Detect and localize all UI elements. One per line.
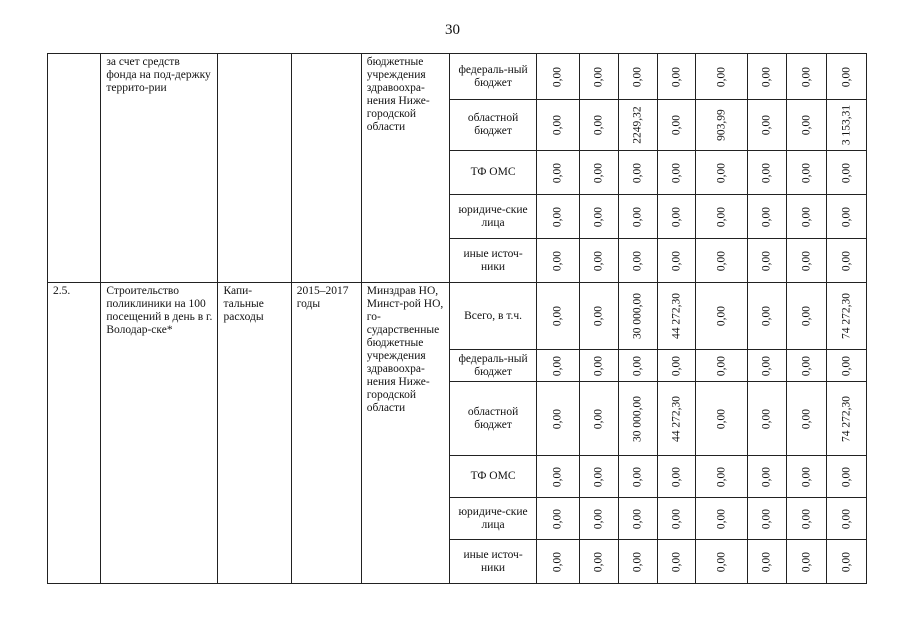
- amount-cell: [619, 498, 658, 540]
- amount-cell: [827, 54, 867, 100]
- amount-value: 0,00: [760, 162, 773, 183]
- amount-cell: [827, 283, 867, 350]
- funding-source-cell: областной бюджет: [449, 100, 537, 151]
- amount-value: 0,00: [592, 355, 605, 376]
- amount-cell: [787, 382, 827, 456]
- amount-value: 0,00: [760, 206, 773, 227]
- amount-cell: [747, 382, 787, 456]
- amount-value: 0,00: [592, 66, 605, 87]
- amount-cell: [580, 195, 619, 239]
- amount-cell: [747, 283, 787, 350]
- funding-source-cell: Всего, в т.ч.: [449, 283, 537, 350]
- amount-cell: [787, 350, 827, 382]
- executor-cell: Минздрав НО, Минст-рой НО, го-сударственные бюджетные учреждения здравоохра-нения Ниже-городской области: [361, 283, 449, 584]
- amount-value: 0,00: [800, 305, 813, 327]
- funding-source-cell: областной бюджет: [449, 382, 537, 456]
- amount-value: 0,00: [760, 250, 773, 271]
- amount-cell: [827, 350, 867, 382]
- amount-value: 30 000,00: [631, 293, 644, 339]
- amount-value: 0,00: [800, 206, 813, 227]
- amount-cell: [657, 54, 696, 100]
- amount-cell: [537, 195, 580, 239]
- amount-cell: [747, 498, 787, 540]
- amount-value: 3 153,31: [840, 104, 853, 146]
- amount-cell: [580, 283, 619, 350]
- amount-cell: [580, 456, 619, 498]
- amount-cell: [580, 100, 619, 151]
- amount-cell: [696, 54, 747, 100]
- amount-cell: [657, 151, 696, 195]
- amount-value: 0,00: [760, 66, 773, 87]
- amount-value: 0,00: [670, 162, 683, 183]
- amount-cell: [657, 283, 696, 350]
- amount-value: 0,00: [551, 508, 564, 529]
- amount-value: 0,00: [670, 206, 683, 227]
- amount-value: 0,00: [840, 162, 853, 183]
- amount-cell: [747, 239, 787, 283]
- amount-value: 0,00: [631, 355, 644, 376]
- funding-source-cell: федераль-ный бюджет: [449, 350, 537, 382]
- amount-cell: [657, 100, 696, 151]
- amount-value: 0,00: [760, 508, 773, 529]
- amount-value: 0,00: [670, 466, 683, 487]
- amount-value: 0,00: [800, 551, 813, 572]
- amount-cell: [657, 195, 696, 239]
- amount-cell: [619, 540, 658, 584]
- amount-cell: [696, 382, 747, 456]
- amount-value: 0,00: [715, 355, 728, 376]
- amount-cell: [747, 54, 787, 100]
- amount-value: 0,00: [551, 114, 564, 136]
- period-cell: [291, 54, 361, 283]
- amount-cell: [619, 239, 658, 283]
- amount-value: 0,00: [631, 162, 644, 183]
- amount-value: 0,00: [760, 408, 773, 429]
- amount-cell: [537, 283, 580, 350]
- amount-value: 0,00: [551, 355, 564, 376]
- amount-value: 0,00: [592, 551, 605, 572]
- row-number-cell: 2.5.: [48, 283, 101, 584]
- amount-cell: [580, 382, 619, 456]
- project-name-cell: Строительство поликлиники на 100 посещений в день в г. Володар-ске*: [101, 283, 218, 584]
- amount-value: 0,00: [592, 162, 605, 183]
- amount-value: 0,00: [715, 466, 728, 487]
- amount-value: 0,00: [551, 466, 564, 487]
- amount-value: 0,00: [631, 206, 644, 227]
- amount-cell: [580, 540, 619, 584]
- amount-value: 0,00: [840, 66, 853, 87]
- amount-cell: [696, 100, 747, 151]
- amount-cell: [580, 151, 619, 195]
- amount-value: 0,00: [800, 250, 813, 271]
- amount-value: 0,00: [715, 408, 728, 429]
- amount-cell: [696, 350, 747, 382]
- financing-table: [47, 53, 867, 584]
- amount-value: 0,00: [670, 508, 683, 529]
- amount-value: 0,00: [800, 114, 813, 136]
- amount-value: 0,00: [551, 250, 564, 271]
- amount-value: 0,00: [715, 206, 728, 227]
- amount-cell: [747, 350, 787, 382]
- funding-source-cell: ТФ ОМС: [449, 151, 537, 195]
- amount-cell: [747, 456, 787, 498]
- amount-cell: [827, 498, 867, 540]
- amount-value: 0,00: [592, 250, 605, 271]
- amount-cell: [696, 195, 747, 239]
- amount-cell: [619, 456, 658, 498]
- amount-cell: [827, 382, 867, 456]
- amount-cell: [657, 498, 696, 540]
- amount-cell: [696, 540, 747, 584]
- amount-value: 74 272,30: [840, 293, 853, 339]
- amount-cell: [696, 151, 747, 195]
- amount-value: 2249,32: [631, 106, 644, 144]
- amount-cell: [787, 283, 827, 350]
- amount-cell: [537, 239, 580, 283]
- funding-source-cell: юридиче-ские лица: [449, 498, 537, 540]
- amount-cell: [657, 382, 696, 456]
- amount-cell: [537, 54, 580, 100]
- table-row: [48, 54, 867, 100]
- project-name-cell: за счет средств фонда на под-держку террито-рии: [101, 54, 218, 283]
- amount-cell: [747, 540, 787, 584]
- amount-value: 0,00: [670, 66, 683, 87]
- amount-cell: [787, 498, 827, 540]
- amount-value: 0,00: [592, 206, 605, 227]
- amount-cell: [827, 100, 867, 151]
- amount-cell: [787, 540, 827, 584]
- amount-cell: [537, 456, 580, 498]
- amount-cell: [537, 382, 580, 456]
- amount-value: 0,00: [760, 114, 773, 136]
- amount-cell: [619, 195, 658, 239]
- amount-cell: [619, 283, 658, 350]
- amount-cell: [787, 54, 827, 100]
- amount-value: 0,00: [551, 162, 564, 183]
- amount-value: 0,00: [840, 206, 853, 227]
- amount-cell: [787, 456, 827, 498]
- amount-value: 0,00: [715, 551, 728, 572]
- amount-value: 0,00: [551, 206, 564, 227]
- amount-value: 0,00: [631, 466, 644, 487]
- amount-value: 0,00: [631, 66, 644, 87]
- amount-value: 0,00: [631, 551, 644, 572]
- amount-cell: [787, 100, 827, 151]
- amount-value: 0,00: [715, 162, 728, 183]
- amount-value: 0,00: [760, 551, 773, 572]
- amount-value: 0,00: [840, 466, 853, 487]
- amount-value: 0,00: [800, 66, 813, 87]
- amount-cell: [580, 350, 619, 382]
- amount-cell: [537, 151, 580, 195]
- amount-cell: [747, 100, 787, 151]
- table-row: [48, 283, 867, 350]
- amount-cell: [787, 239, 827, 283]
- amount-cell: [787, 195, 827, 239]
- amount-cell: [747, 195, 787, 239]
- amount-value: 30 000,00: [631, 395, 644, 442]
- amount-cell: [827, 195, 867, 239]
- amount-value: 44 272,30: [670, 395, 683, 442]
- amount-value: 0,00: [800, 508, 813, 529]
- amount-cell: [657, 350, 696, 382]
- amount-cell: [619, 382, 658, 456]
- amount-value: 0,00: [670, 114, 683, 136]
- amount-cell: [657, 456, 696, 498]
- amount-cell: [537, 540, 580, 584]
- amount-value: 0,00: [715, 508, 728, 529]
- amount-value: 0,00: [840, 355, 853, 376]
- amount-value: 0,00: [670, 250, 683, 271]
- amount-cell: [696, 239, 747, 283]
- expense-type-cell: Капи-тальные расходы: [218, 283, 291, 584]
- amount-cell: [580, 54, 619, 100]
- amount-cell: [580, 498, 619, 540]
- amount-cell: [787, 151, 827, 195]
- amount-value: 0,00: [592, 114, 605, 136]
- amount-value: 0,00: [592, 408, 605, 429]
- amount-cell: [827, 456, 867, 498]
- executor-cell: бюджетные учреждения здравоохра-нения Ниже-городской области: [361, 54, 449, 283]
- amount-value: 0,00: [551, 305, 564, 327]
- amount-cell: [619, 100, 658, 151]
- amount-cell: [696, 456, 747, 498]
- amount-cell: [827, 239, 867, 283]
- amount-value: 44 272,30: [670, 293, 683, 339]
- amount-cell: [537, 100, 580, 151]
- amount-value: 0,00: [670, 355, 683, 376]
- amount-value: 0,00: [551, 551, 564, 572]
- funding-source-cell: иные источ-ники: [449, 540, 537, 584]
- amount-value: 0,00: [800, 162, 813, 183]
- amount-value: 0,00: [840, 551, 853, 572]
- amount-value: 0,00: [760, 466, 773, 487]
- amount-value: 0,00: [631, 250, 644, 271]
- expense-type-cell: [218, 54, 291, 283]
- amount-value: 0,00: [800, 408, 813, 429]
- amount-value: 0,00: [592, 305, 605, 327]
- row-number-cell: [48, 54, 101, 283]
- funding-source-cell: ТФ ОМС: [449, 456, 537, 498]
- amount-value: 0,00: [551, 408, 564, 429]
- amount-value: 0,00: [800, 466, 813, 487]
- funding-source-cell: федераль-ный бюджет: [449, 54, 537, 100]
- amount-value: 0,00: [715, 66, 728, 87]
- amount-value: 0,00: [715, 305, 728, 327]
- amount-value: 0,00: [760, 355, 773, 376]
- amount-value: 0,00: [592, 508, 605, 529]
- amount-cell: [619, 350, 658, 382]
- amount-cell: [537, 498, 580, 540]
- amount-value: 0,00: [670, 551, 683, 572]
- amount-value: 0,00: [840, 508, 853, 529]
- amount-value: 0,00: [551, 66, 564, 87]
- amount-cell: [537, 350, 580, 382]
- funding-source-cell: юридиче-ские лица: [449, 195, 537, 239]
- amount-cell: [657, 540, 696, 584]
- amount-cell: [619, 54, 658, 100]
- amount-cell: [827, 540, 867, 584]
- amount-value: 0,00: [592, 466, 605, 487]
- amount-value: 0,00: [631, 508, 644, 529]
- amount-cell: [747, 151, 787, 195]
- page-number: 30: [445, 22, 460, 38]
- amount-cell: [696, 498, 747, 540]
- amount-value: 0,00: [800, 355, 813, 376]
- amount-cell: [696, 283, 747, 350]
- amount-value: 903,99: [715, 109, 728, 141]
- funding-source-cell: иные источ-ники: [449, 239, 537, 283]
- amount-value: 0,00: [840, 250, 853, 271]
- amount-value: 74 272,30: [840, 395, 853, 442]
- amount-cell: [657, 239, 696, 283]
- amount-cell: [827, 151, 867, 195]
- period-cell: 2015–2017 годы: [291, 283, 361, 584]
- amount-cell: [619, 151, 658, 195]
- amount-value: 0,00: [715, 250, 728, 271]
- amount-value: 0,00: [760, 305, 773, 327]
- amount-cell: [580, 239, 619, 283]
